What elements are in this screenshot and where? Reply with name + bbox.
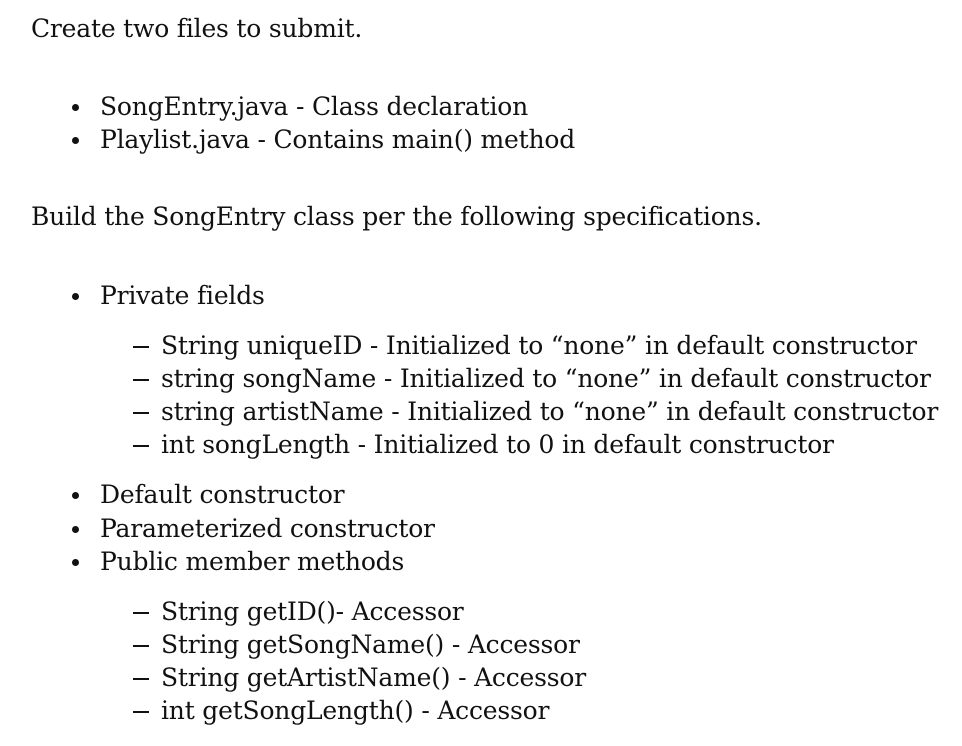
bullet-icon (72, 104, 79, 111)
bullet-icon (72, 492, 79, 499)
dash-icon (133, 445, 149, 447)
dash-icon (133, 645, 149, 647)
field-song-name: string songName - Initialized to “none” in default constructor (161, 364, 931, 393)
field-unique-id: String uniqueID - Initialized to “none” in default constructor (161, 331, 917, 360)
spec-heading: Build the SongEntry class per the following specifications. (31, 202, 762, 231)
field-artist-name: string artistName - Initialized to “none” in default constructor (161, 397, 939, 426)
method-get-artist-name: String getArtistName() - Accessor (161, 663, 586, 692)
method-get-id: String getID()- Accessor (161, 597, 464, 626)
intro-text: Create two files to submit. (31, 14, 363, 43)
dash-icon (133, 612, 149, 614)
dash-icon (133, 346, 149, 348)
file-item-playlist: Playlist.java - Contains main() method (100, 125, 576, 154)
file-item-songentry: SongEntry.java - Class declaration (100, 92, 528, 121)
spec-item-private-fields: Private fields (100, 281, 265, 310)
spec-item-default-constructor: Default constructor (100, 480, 345, 509)
spec-item-parameterized-constructor: Parameterized constructor (100, 514, 435, 543)
dash-icon (133, 379, 149, 381)
spec-item-public-methods: Public member methods (100, 547, 405, 576)
bullet-icon (72, 526, 79, 533)
method-get-song-length: int getSongLength() - Accessor (161, 696, 550, 725)
dash-icon (133, 678, 149, 680)
bullet-icon (72, 137, 79, 144)
method-get-song-name: String getSongName() - Accessor (161, 630, 580, 659)
dash-icon (133, 412, 149, 414)
bullet-icon (72, 293, 79, 300)
dash-icon (133, 711, 149, 713)
bullet-icon (72, 559, 79, 566)
field-song-length: int songLength - Initialized to 0 in default constructor (161, 430, 834, 459)
